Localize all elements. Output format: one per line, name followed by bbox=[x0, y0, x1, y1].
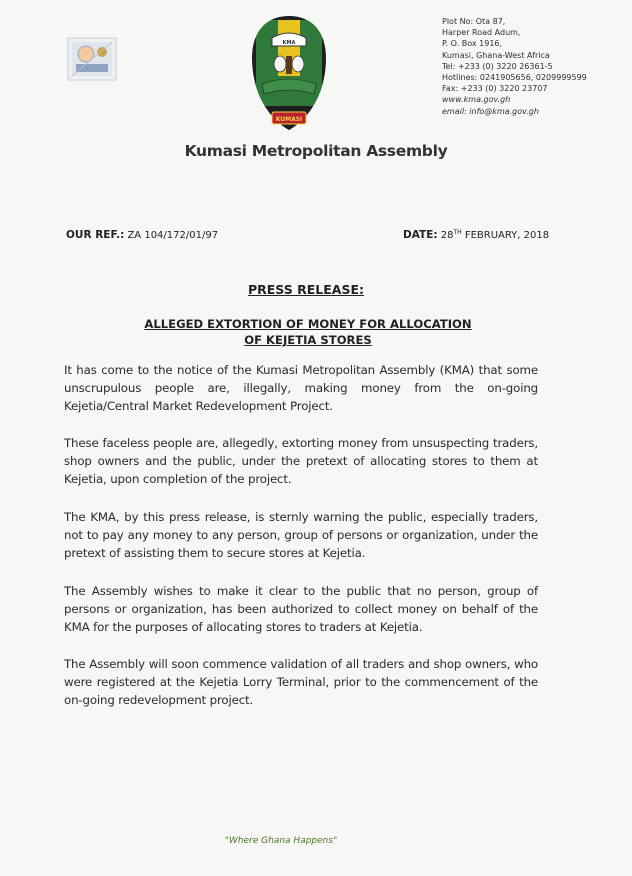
headline-line: ALLEGED EXTORTION OF MONEY FOR ALLOCATION bbox=[144, 317, 472, 331]
headline-line: OF KEJETIA STORES bbox=[244, 333, 372, 347]
body-paragraph: The Assembly will soon commence validation of all traders and shop owners, who were registered at the Kejetia Lorry Terminal, prior to the commencement of the on-going redevelopment project. bbox=[64, 657, 538, 707]
address-line: P. O. Box 1916, bbox=[442, 39, 503, 49]
svg-text:KUMASI: KUMASI bbox=[275, 116, 303, 123]
address-line: Plot No: Ota 87, bbox=[442, 17, 506, 26]
letter-date bbox=[403, 229, 549, 241]
address-line: Harper Road Adum, bbox=[442, 28, 521, 38]
address-line: Fax: +233 (0) 3220 23707 bbox=[442, 84, 548, 94]
date-day: 28 bbox=[437, 230, 454, 241]
press-release-title: PRESS RELEASE: bbox=[247, 282, 364, 297]
address-line: Tel: +233 (0) 3220 26361-5 bbox=[442, 61, 553, 71]
reference-number bbox=[66, 229, 218, 241]
release-headline bbox=[108, 316, 508, 348]
address-line: Kumasi, Ghana-West Africa bbox=[442, 50, 550, 60]
body-paragraph: These faceless people are, allegedly, extorting money from unsuspecting traders, shop owners and the public, under the pretext of allocating stores to them at Kejetia, upon completion of the project. bbox=[64, 436, 538, 486]
organization-name: Kumasi Metropolitan Assembly bbox=[184, 142, 448, 160]
stamp-icon bbox=[66, 36, 118, 82]
footer-motto: "Where Ghana Happens" bbox=[224, 836, 338, 846]
body-paragraph: The Assembly wishes to make it clear to the public that no person, group of persons or organization, has been authorized to collect money on behalf of the KMA for the purposes of allocating stores to traders at Kejetia. bbox=[64, 584, 538, 634]
coat-of-arms-icon bbox=[248, 14, 330, 134]
email-link[interactable]: email: info@kma.gov.gh bbox=[442, 106, 539, 116]
date-label: DATE: bbox=[403, 229, 438, 241]
date-suffix: TH bbox=[453, 229, 462, 236]
ref-value: ZA 104/172/01/97 bbox=[124, 230, 219, 241]
address-line: Hotlines: 0241905656, 0209999599 bbox=[442, 73, 587, 83]
date-rest: FEBRUARY, 2018 bbox=[461, 230, 550, 241]
body-paragraph: The KMA, by this press release, is sternly warning the public, especially traders, not to pay any money to any person, group of persons or organization, under the pretext of assisting them to secure stores at Kejetia. bbox=[64, 510, 538, 560]
svg-text:KMA: KMA bbox=[282, 40, 296, 46]
address-block bbox=[442, 16, 628, 117]
website-link[interactable]: www.kma.gov.gh bbox=[442, 95, 511, 105]
ref-label: OUR REF.: bbox=[66, 229, 125, 241]
body-paragraph: It has come to the notice of the Kumasi Metropolitan Assembly (KMA) that some unscrupulous people are, illegally, making money from the on-going Kejetia/Central Market Redevelopment Project. bbox=[64, 363, 538, 413]
